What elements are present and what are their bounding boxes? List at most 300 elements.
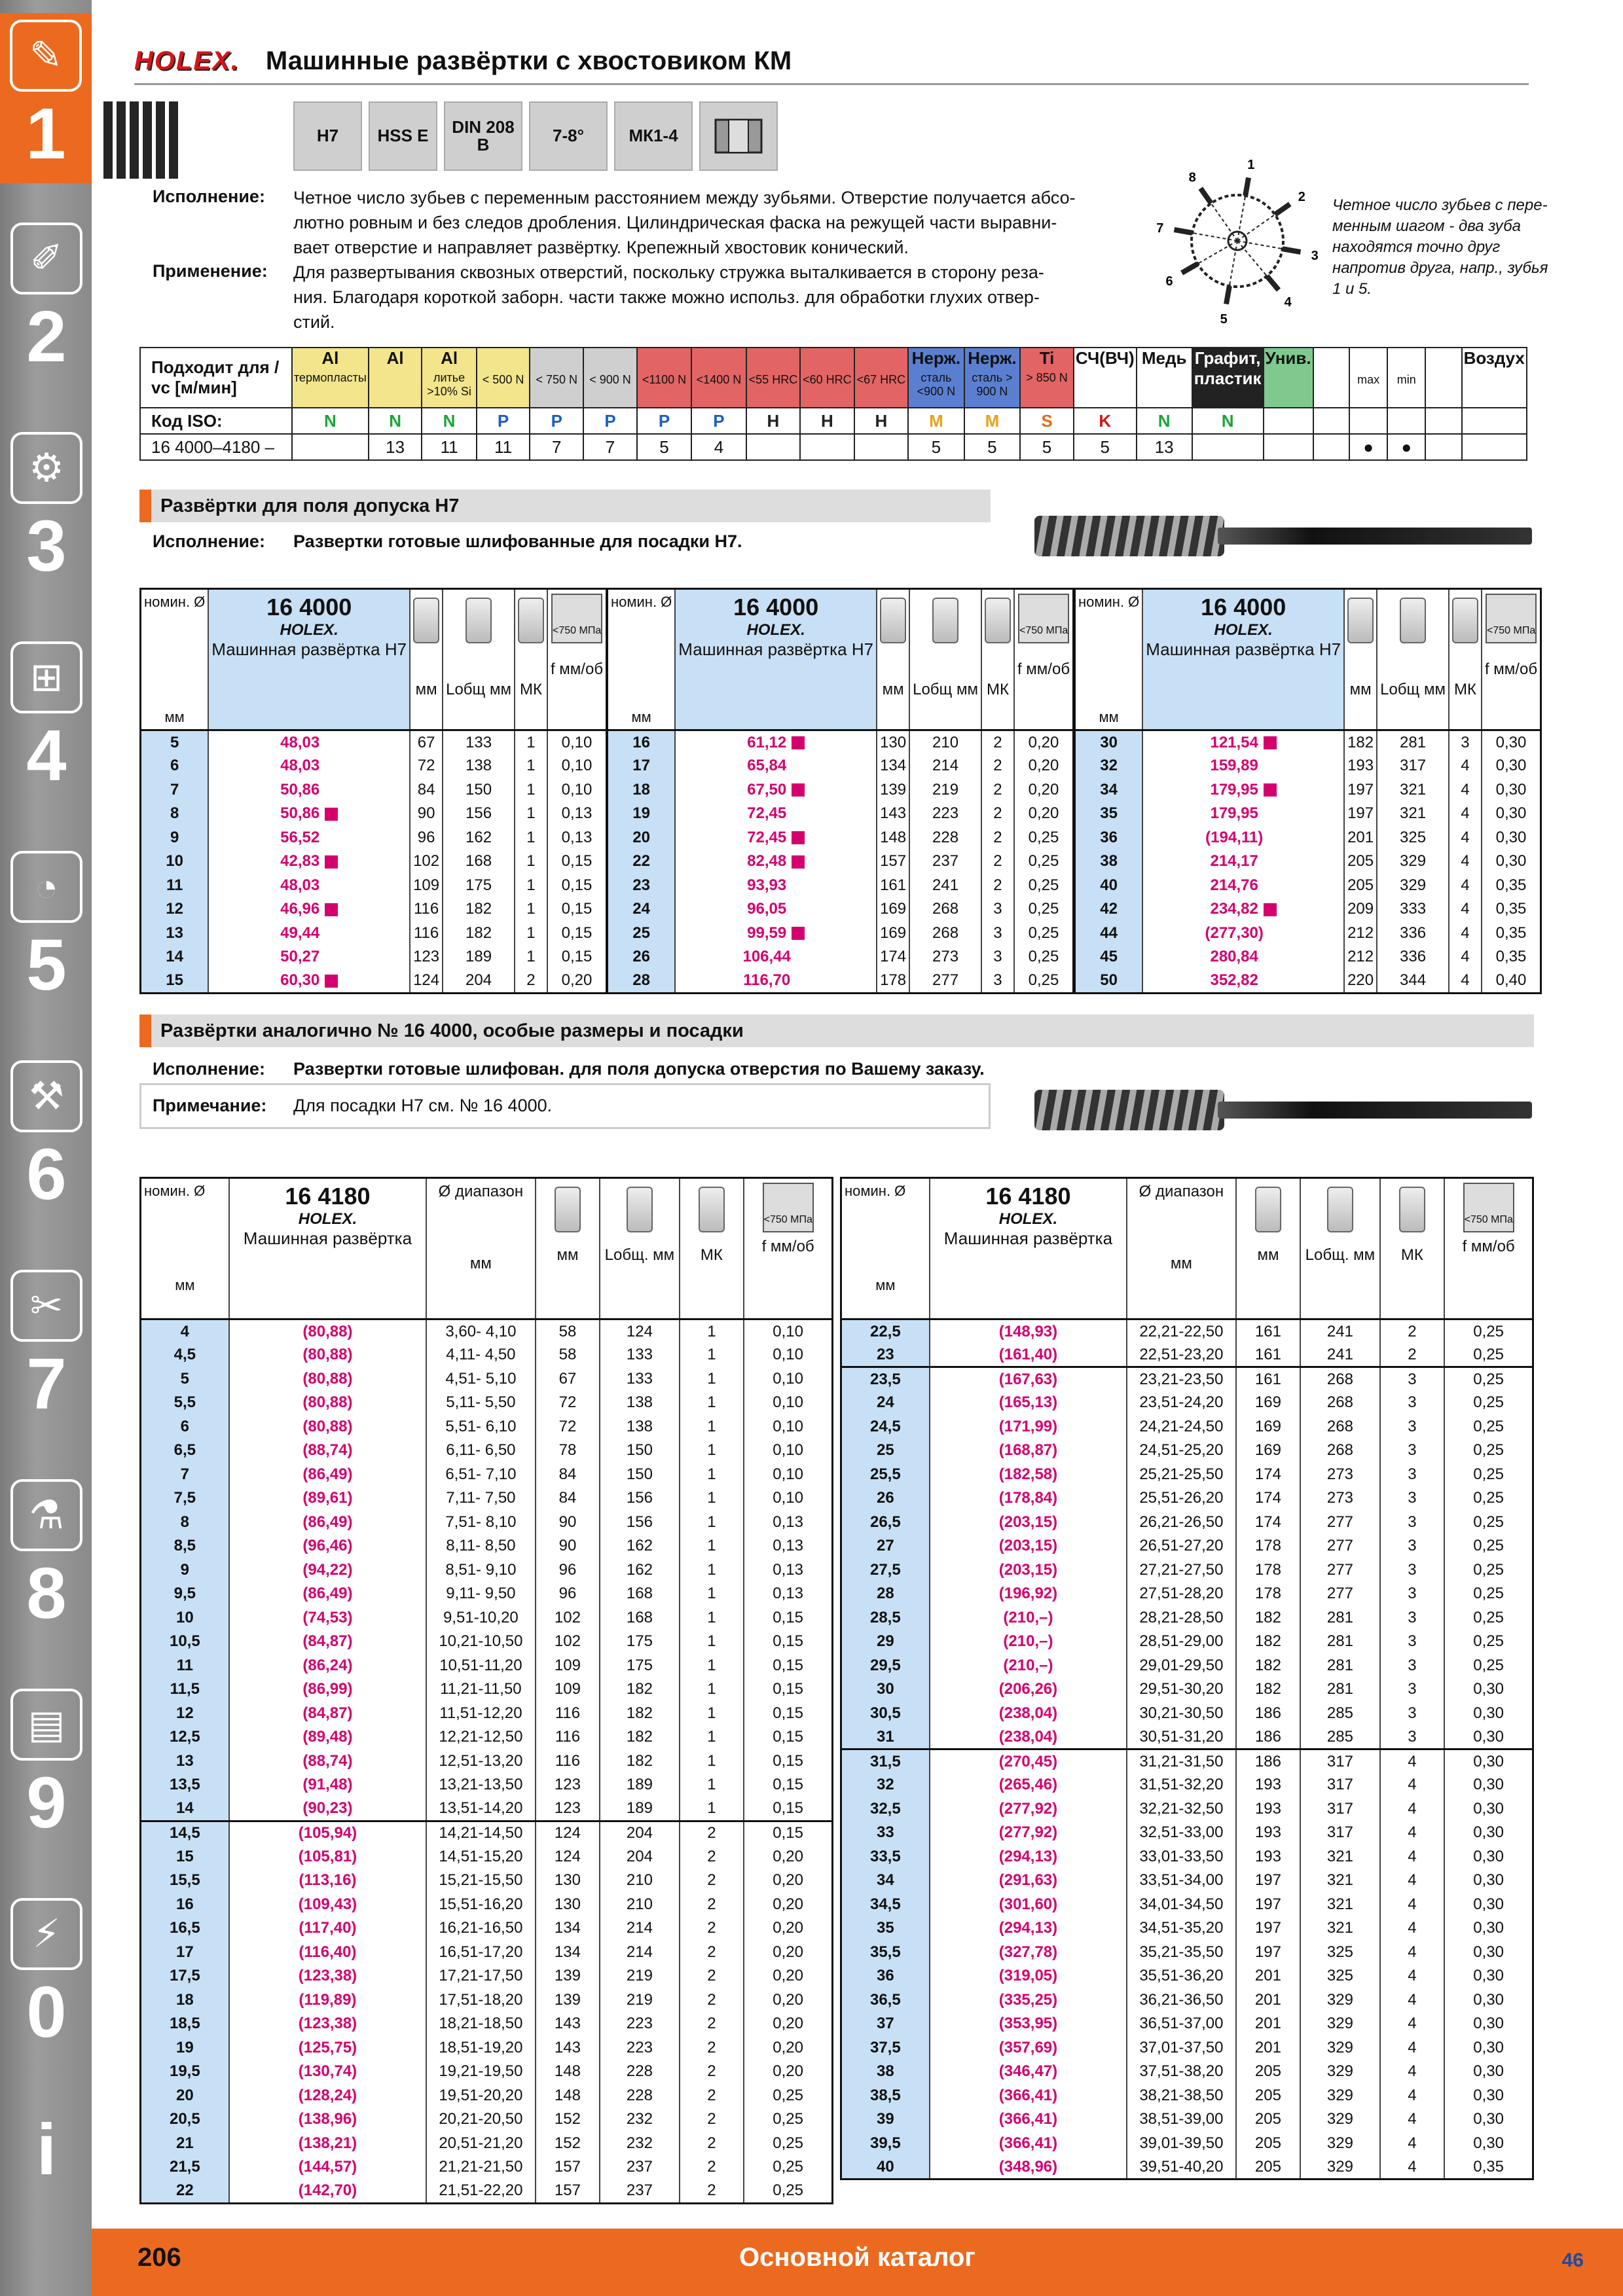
chapter-tab-8[interactable] bbox=[8, 1689, 85, 1843]
cell: 333 bbox=[1377, 897, 1449, 922]
cell: 1 bbox=[515, 945, 547, 969]
cell: 169 bbox=[1236, 1439, 1301, 1463]
nominal-diameter: 22,5 bbox=[841, 1319, 930, 1344]
nominal-diameter: 35 bbox=[1075, 802, 1143, 826]
col-f bbox=[744, 1178, 832, 1319]
nominal-diameter: 28 bbox=[608, 969, 676, 994]
exec-text bbox=[293, 185, 1144, 260]
cell: 0,35 bbox=[1482, 874, 1541, 898]
cell: 10,21-10,50 bbox=[426, 1630, 535, 1654]
cell: 174 bbox=[1236, 1511, 1301, 1535]
table-row bbox=[141, 1964, 833, 1988]
product-name: Машинная развёртка H7 bbox=[211, 639, 407, 659]
price: (123,38) bbox=[229, 2012, 427, 2036]
cell: 3 bbox=[1380, 1725, 1445, 1749]
exec-label: Исполнение: bbox=[153, 187, 265, 206]
cell: 2 bbox=[981, 850, 1014, 874]
steel-icon: <750 МПа bbox=[1018, 594, 1069, 643]
cell: 186 bbox=[1236, 1702, 1301, 1726]
price-value: (277,30) bbox=[1205, 924, 1264, 942]
chapter-tab-2[interactable] bbox=[8, 432, 85, 586]
footer-index: 46 bbox=[1561, 2250, 1584, 2271]
vc-value: 5 bbox=[964, 434, 1021, 460]
price bbox=[675, 850, 877, 874]
price: (80,88) bbox=[229, 1319, 427, 1344]
cell: 4 bbox=[1449, 922, 1482, 946]
holex-logo-small: HOLEX. bbox=[998, 1210, 1058, 1228]
cell: 150 bbox=[600, 1463, 679, 1487]
nominal-diameter: 27,5 bbox=[841, 1558, 930, 1583]
tool-dim-icon bbox=[1347, 598, 1374, 643]
cell: 182 bbox=[600, 1749, 679, 1774]
cell: 21,21-21,50 bbox=[426, 2155, 535, 2179]
table-row bbox=[841, 2132, 1533, 2156]
tool-dim-icon bbox=[555, 1187, 581, 1232]
cell: 0,30 bbox=[1444, 1964, 1533, 1988]
cell: 220 bbox=[1344, 969, 1377, 994]
material-sub: <55 HRC bbox=[748, 373, 798, 386]
cell: 317 bbox=[1300, 1821, 1379, 1845]
cell: 201 bbox=[1236, 1988, 1301, 2013]
nominal-diameter: 9,5 bbox=[141, 1582, 229, 1606]
cell: 182 bbox=[1236, 1677, 1301, 1702]
cell: 329 bbox=[1377, 850, 1449, 874]
iso-code: N bbox=[1137, 408, 1192, 434]
cell: 139 bbox=[536, 1964, 600, 1988]
nominal-diameter: 22 bbox=[608, 850, 676, 874]
nominal-diameter: 35 bbox=[841, 1916, 930, 1941]
steel-icon: <750 МПа bbox=[551, 594, 602, 643]
price: (238,04) bbox=[930, 1725, 1127, 1749]
iso-code: N bbox=[422, 408, 476, 434]
cell: 285 bbox=[1300, 1725, 1379, 1749]
vc-value bbox=[800, 434, 854, 460]
chapter-tab-4[interactable] bbox=[8, 851, 85, 1005]
cell: 0,30 bbox=[1482, 730, 1541, 755]
cell: 25,21-25,50 bbox=[1127, 1463, 1235, 1487]
table-row bbox=[608, 969, 1074, 994]
cell: 2 bbox=[680, 1845, 744, 1869]
cell: 0,15 bbox=[744, 1677, 832, 1702]
cell: 182 bbox=[1236, 1630, 1301, 1654]
col-f bbox=[1482, 589, 1541, 730]
table-row bbox=[1075, 897, 1541, 922]
cell: 0,25 bbox=[744, 2132, 832, 2156]
iso-code: H bbox=[746, 408, 800, 434]
cell: 204 bbox=[600, 1845, 679, 1869]
cell: 182 bbox=[443, 897, 515, 922]
cell: 96 bbox=[536, 1582, 600, 1606]
cell: 0,10 bbox=[744, 1486, 832, 1511]
cell: 0,20 bbox=[744, 1893, 832, 1917]
vc-value: 5 bbox=[1074, 434, 1137, 460]
price: (161,40) bbox=[930, 1343, 1127, 1367]
cell: 268 bbox=[909, 922, 981, 946]
cell: 0,25 bbox=[1444, 1582, 1533, 1606]
cell: 212 bbox=[1344, 945, 1377, 969]
cell: 214 bbox=[909, 754, 981, 778]
table-row bbox=[141, 2036, 833, 2060]
table-row bbox=[608, 922, 1074, 946]
nominal-diameter: 24 bbox=[841, 1391, 930, 1415]
material-name: Нерж. bbox=[968, 348, 1017, 368]
cell: 329 bbox=[1300, 2084, 1379, 2108]
price: (335,25) bbox=[930, 1988, 1127, 2013]
table-row bbox=[841, 2108, 1533, 2132]
vc-value: ● bbox=[1387, 434, 1425, 460]
cell: 232 bbox=[600, 2132, 679, 2156]
iso-code: P bbox=[637, 408, 691, 434]
cell: 0,15 bbox=[547, 945, 607, 969]
price-value: 179,95 bbox=[1210, 780, 1258, 798]
cell: 4 bbox=[1380, 1869, 1445, 1893]
cell: 0,20 bbox=[744, 1869, 832, 1893]
tool-dim-icon bbox=[1399, 1187, 1425, 1232]
cell: 321 bbox=[1300, 1916, 1379, 1941]
stock-marker-icon bbox=[792, 855, 805, 869]
cell: 317 bbox=[1300, 1797, 1379, 1821]
price-value: 82,48 bbox=[747, 852, 787, 870]
cell: 17,21-17,50 bbox=[426, 1964, 535, 1988]
section-h7-heading: Развёртки для поля допуска H7 bbox=[139, 490, 991, 522]
cell: 186 bbox=[1236, 1725, 1301, 1749]
cell: 152 bbox=[536, 2132, 600, 2156]
cell: 1 bbox=[515, 802, 547, 826]
cell: 0,10 bbox=[547, 754, 607, 778]
price-value: 65,84 bbox=[747, 757, 787, 775]
cell: 10,51-11,20 bbox=[426, 1654, 535, 1678]
article-number: 16 4180 bbox=[985, 1183, 1071, 1210]
cell: 0,15 bbox=[547, 850, 607, 874]
chapter-number: i bbox=[36, 2109, 57, 2190]
cell: 38,21-38,50 bbox=[1127, 2084, 1235, 2108]
cell: 130 bbox=[536, 1869, 600, 1893]
iso-code bbox=[1462, 408, 1527, 434]
cell: 4 bbox=[1449, 969, 1482, 994]
chapter-tab-0[interactable] bbox=[0, 13, 92, 183]
col-nom bbox=[608, 589, 676, 730]
iso-code bbox=[1264, 408, 1313, 434]
cell: 2 bbox=[515, 969, 547, 994]
col-unit: мм bbox=[556, 1246, 579, 1264]
table-row bbox=[1075, 802, 1541, 826]
cell: 2 bbox=[680, 1988, 744, 2013]
table-row bbox=[608, 874, 1074, 898]
cell: 21,51-22,20 bbox=[426, 2179, 535, 2204]
cell: 0,30 bbox=[1444, 2084, 1533, 2108]
table-row bbox=[141, 1821, 833, 1845]
chapter-tab-6[interactable] bbox=[8, 1270, 85, 1424]
iso-code: P bbox=[530, 408, 583, 434]
chapter-tab-9[interactable] bbox=[8, 1898, 85, 2053]
col-article bbox=[675, 589, 877, 730]
cell: 90 bbox=[536, 1534, 600, 1558]
vc-value: 5 bbox=[908, 434, 964, 460]
price bbox=[208, 778, 410, 802]
cell: 9,11- 9,50 bbox=[426, 1582, 535, 1606]
nominal-diameter: 12,5 bbox=[141, 1725, 229, 1749]
cell: 325 bbox=[1300, 1941, 1379, 1965]
cell: 0,30 bbox=[1444, 1941, 1533, 1965]
chapter-tab-7[interactable] bbox=[8, 1479, 85, 1634]
material-sub: сталь <900 N bbox=[917, 371, 956, 398]
exec-line: вает отверстие и направляет развёртку. Крепежный хвостовик конический. bbox=[293, 238, 909, 257]
col-article bbox=[930, 1178, 1127, 1319]
holex-logo: HOLEX. bbox=[134, 46, 240, 75]
price bbox=[1142, 754, 1344, 778]
nominal-diameter: 30,5 bbox=[841, 1702, 930, 1726]
cell: 0,30 bbox=[1482, 754, 1541, 778]
nominal-diameter: 45 bbox=[1075, 945, 1143, 969]
col-mm bbox=[1344, 589, 1377, 730]
tooth-number: 5 bbox=[1220, 312, 1228, 327]
cell: 0,20 bbox=[1014, 730, 1074, 755]
nominal-diameter: 24,5 bbox=[841, 1415, 930, 1439]
tooth-number: 3 bbox=[1311, 248, 1319, 263]
chapter-tab-3[interactable] bbox=[8, 641, 85, 796]
tooth-note: Четное число зубьев с пере-менным шагом - два зуба находятся точно друг напротив друга, напр., зубья 1 и 5. bbox=[1332, 196, 1548, 298]
col-mk bbox=[515, 589, 547, 730]
cell: 3 bbox=[1380, 1654, 1445, 1678]
cell: 4,11- 4,50 bbox=[426, 1343, 535, 1367]
cell: 0,30 bbox=[1482, 850, 1541, 874]
col-nom bbox=[141, 1178, 229, 1319]
col-mm bbox=[877, 589, 909, 730]
cell: 201 bbox=[1236, 2036, 1301, 2060]
reamer-image bbox=[1034, 516, 1532, 556]
price: (238,04) bbox=[930, 1702, 1127, 1726]
cell: 27,51-28,20 bbox=[1127, 1582, 1235, 1606]
cell: 0,30 bbox=[1444, 2108, 1533, 2132]
vc-value: 5 bbox=[637, 434, 691, 460]
cell: 277 bbox=[909, 969, 981, 994]
cell: 182 bbox=[1236, 1654, 1301, 1678]
cell: 15,21-15,50 bbox=[426, 1869, 535, 1893]
col-mk bbox=[680, 1178, 744, 1319]
price-value: 48,03 bbox=[280, 757, 320, 775]
cell: 0,35 bbox=[1482, 922, 1541, 946]
chapter-tab-5[interactable] bbox=[8, 1060, 85, 1215]
material-name: Al bbox=[321, 348, 339, 368]
nominal-diameter: 31 bbox=[841, 1725, 930, 1749]
tool-dim-icon bbox=[413, 598, 439, 643]
cell: 193 bbox=[1344, 754, 1377, 778]
table-row bbox=[841, 1534, 1533, 1558]
cell: 0,25 bbox=[744, 2084, 832, 2108]
stock-marker-icon bbox=[792, 783, 805, 797]
nominal-diameter: 7 bbox=[141, 1463, 229, 1487]
stock-marker-icon bbox=[325, 903, 338, 916]
cell: 4 bbox=[1449, 826, 1482, 850]
cell: 33,01-33,50 bbox=[1127, 1845, 1235, 1869]
cell: 182 bbox=[1236, 1606, 1301, 1630]
table-row bbox=[608, 802, 1074, 826]
table-row bbox=[841, 1415, 1533, 1439]
cell: 78 bbox=[536, 1439, 600, 1463]
cell: 0,25 bbox=[744, 2155, 832, 2179]
col-unit: мм bbox=[882, 681, 904, 698]
col-nom bbox=[1075, 589, 1143, 730]
price bbox=[208, 802, 410, 826]
page-title: Машинные развёртки с хвостовиком КМ bbox=[265, 46, 792, 75]
table-row bbox=[141, 2108, 833, 2132]
bore-icon bbox=[712, 117, 765, 156]
section1-exec-label: Исполнение: bbox=[153, 531, 265, 551]
cell: 0,30 bbox=[1444, 1677, 1533, 1702]
cell: 150 bbox=[443, 778, 515, 802]
col-dia bbox=[426, 1178, 535, 1319]
cell: 0,30 bbox=[1444, 2060, 1533, 2084]
cell: 0,40 bbox=[1482, 969, 1541, 994]
col-mm bbox=[1236, 1178, 1301, 1319]
cell: 174 bbox=[1236, 1463, 1301, 1487]
cell: 0,25 bbox=[1014, 945, 1074, 969]
cell: 162 bbox=[600, 1558, 679, 1583]
tool-dim-icon bbox=[699, 1187, 725, 1232]
table-row bbox=[141, 1893, 833, 1917]
cell: 0,10 bbox=[744, 1463, 832, 1487]
cell: 0,25 bbox=[1444, 1534, 1533, 1558]
price bbox=[675, 874, 877, 898]
price: (291,63) bbox=[930, 1869, 1127, 1893]
table-row bbox=[141, 1319, 833, 1344]
cell: 329 bbox=[1300, 2108, 1379, 2132]
cell: 3 bbox=[1380, 1677, 1445, 1702]
cell: 2 bbox=[680, 2012, 744, 2036]
table-row bbox=[141, 1916, 833, 1941]
col-mk bbox=[1449, 589, 1482, 730]
cell: 0,25 bbox=[1014, 874, 1074, 898]
cell: 124 bbox=[600, 1319, 679, 1344]
cell: 0,10 bbox=[744, 1415, 832, 1439]
price: (74,53) bbox=[229, 1606, 427, 1630]
cell: 2 bbox=[680, 2108, 744, 2132]
nominal-diameter: 17 bbox=[141, 1941, 229, 1965]
price: (80,88) bbox=[229, 1343, 427, 1367]
nominal-diameter: 21,5 bbox=[141, 2155, 229, 2179]
price: (89,61) bbox=[229, 1486, 427, 1511]
tooth-number: 6 bbox=[1165, 274, 1173, 289]
cell: 0,13 bbox=[744, 1511, 832, 1535]
table-row bbox=[841, 1677, 1533, 1702]
cell: 161 bbox=[877, 874, 909, 898]
cell: 4 bbox=[1380, 1749, 1445, 1774]
cell: 0,20 bbox=[744, 1964, 832, 1988]
cell: 84 bbox=[536, 1486, 600, 1511]
price-value: 352,82 bbox=[1210, 971, 1258, 989]
exec-line: Четное число зубьев с переменным расстоянием между зубьями. Отверстие получается абсо- bbox=[293, 188, 1076, 207]
vc-value: 4 bbox=[691, 434, 746, 460]
tool-dim-icon bbox=[627, 1187, 653, 1232]
price: (109,43) bbox=[229, 1893, 427, 1917]
stock-marker-icon bbox=[1264, 903, 1277, 916]
price: (125,75) bbox=[229, 2036, 427, 2060]
material-sub: <67 HRC bbox=[856, 373, 906, 386]
table-row bbox=[841, 1486, 1533, 1511]
price: (196,92) bbox=[930, 1582, 1127, 1606]
price: (165,13) bbox=[930, 1391, 1127, 1415]
cell: 329 bbox=[1300, 2012, 1379, 2036]
price bbox=[208, 754, 410, 778]
col-unit: МК bbox=[986, 681, 1009, 698]
chapter-icon: ⚗ bbox=[10, 1479, 82, 1551]
table-row bbox=[141, 969, 607, 994]
table-row bbox=[841, 2155, 1533, 2179]
price: (171,99) bbox=[930, 1415, 1127, 1439]
cell: 329 bbox=[1300, 2036, 1379, 2060]
cell: 2 bbox=[680, 2132, 744, 2156]
cell: 344 bbox=[1377, 969, 1449, 994]
cell: 3 bbox=[1449, 730, 1482, 755]
cell: 0,30 bbox=[1444, 1773, 1533, 1797]
table-row bbox=[141, 1367, 833, 1391]
cell: 156 bbox=[600, 1511, 679, 1535]
cell: 277 bbox=[1300, 1511, 1379, 1535]
cell: 3 bbox=[1380, 1702, 1445, 1726]
table-row bbox=[141, 1869, 833, 1893]
vc-value bbox=[1264, 434, 1313, 460]
nominal-diameter: 8 bbox=[141, 802, 209, 826]
nominal-diameter: 29,5 bbox=[841, 1654, 930, 1678]
price: (130,74) bbox=[229, 2060, 427, 2084]
cell: 0,30 bbox=[1444, 1797, 1533, 1821]
qr-code-icon[interactable] bbox=[103, 101, 181, 179]
nominal-diameter: 20,5 bbox=[141, 2108, 229, 2132]
cell: 2 bbox=[981, 826, 1014, 850]
price bbox=[675, 922, 877, 946]
cell: 1 bbox=[515, 754, 547, 778]
price-value: 214,17 bbox=[1210, 852, 1258, 870]
table-row bbox=[1075, 922, 1541, 946]
chapter-tab-1[interactable] bbox=[8, 223, 85, 377]
h7-table bbox=[139, 588, 608, 994]
nominal-diameter: 16 bbox=[608, 730, 676, 755]
price: (277,92) bbox=[930, 1821, 1127, 1845]
table-row bbox=[841, 1964, 1533, 1988]
price bbox=[1142, 826, 1344, 850]
col-unit: f мм/об bbox=[1017, 660, 1070, 678]
material-col bbox=[1349, 348, 1387, 408]
cell: 0,10 bbox=[547, 778, 607, 802]
cell: 0,25 bbox=[1444, 1415, 1533, 1439]
cell: 37,01-37,50 bbox=[1127, 2036, 1235, 2060]
price: (113,16) bbox=[229, 1869, 427, 1893]
price: (128,24) bbox=[229, 2084, 427, 2108]
cell: 2 bbox=[1380, 1343, 1445, 1367]
cell: 0,15 bbox=[547, 874, 607, 898]
price: (80,88) bbox=[229, 1391, 427, 1415]
nominal-diameter: 13 bbox=[141, 1749, 229, 1774]
cell: 4 bbox=[1380, 2132, 1445, 2156]
material-sub: < 500 N bbox=[482, 373, 524, 386]
table-row bbox=[841, 1439, 1533, 1463]
table-row bbox=[141, 1725, 833, 1749]
cell: 2 bbox=[981, 754, 1014, 778]
material-sub: сталь > 900 N bbox=[972, 371, 1013, 398]
stock-marker-icon bbox=[1264, 783, 1277, 797]
col-unit: Lобщ мм bbox=[1380, 681, 1446, 698]
cell: 5,11- 5,50 bbox=[426, 1391, 535, 1415]
cell: 32,51-33,00 bbox=[1127, 1821, 1235, 1845]
material-col bbox=[964, 348, 1021, 408]
price: (182,58) bbox=[930, 1463, 1127, 1487]
cell: 0,13 bbox=[744, 1534, 832, 1558]
chapter-tab-10[interactable] bbox=[8, 2108, 85, 2190]
cell: 1 bbox=[680, 1415, 744, 1439]
cell: 0,25 bbox=[1014, 922, 1074, 946]
nominal-diameter: 32,5 bbox=[841, 1797, 930, 1821]
page-header bbox=[134, 39, 1529, 85]
